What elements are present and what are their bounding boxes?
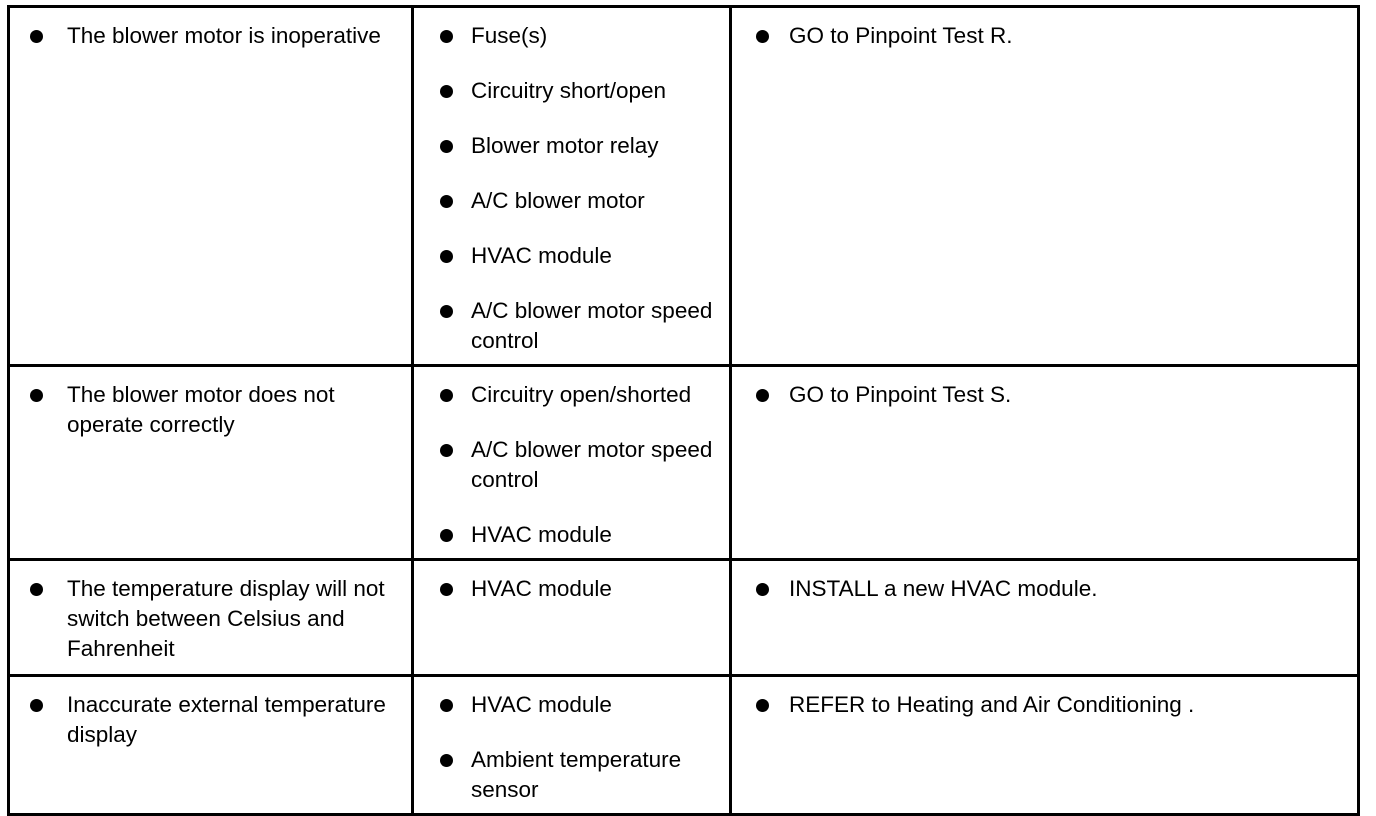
list-item <box>414 186 729 216</box>
action-text: REFER to Heating and Air Conditioning . <box>789 692 1195 717</box>
list-item <box>414 241 729 271</box>
possible-source-cell <box>413 560 731 676</box>
list-item <box>414 76 729 106</box>
possible-source-cell <box>413 366 731 560</box>
possible-source-cell <box>413 7 731 366</box>
bullet-icon <box>440 583 453 596</box>
source-text: HVAC module <box>471 576 612 601</box>
list-item <box>732 574 1357 604</box>
condition-text: The blower motor does not operate correctly <box>67 382 335 437</box>
list-item <box>10 690 411 750</box>
condition-cell <box>9 366 413 560</box>
bullet-icon <box>440 85 453 98</box>
action-cell <box>731 7 1359 366</box>
list-item <box>414 380 729 410</box>
list-item <box>10 380 411 440</box>
list-item <box>414 435 729 495</box>
bullet-icon <box>756 583 769 596</box>
bullet-icon <box>756 389 769 402</box>
condition-cell <box>9 560 413 676</box>
bullet-icon <box>440 305 453 318</box>
list-item <box>732 21 1357 51</box>
bullet-icon <box>756 699 769 712</box>
bullet-icon <box>440 529 453 542</box>
bullet-icon <box>440 754 453 767</box>
list-item <box>414 745 729 805</box>
action-cell <box>731 366 1359 560</box>
bullet-icon <box>30 389 43 402</box>
bullet-icon <box>440 699 453 712</box>
action-text: GO to Pinpoint Test R. <box>789 23 1013 48</box>
list-item <box>414 574 729 604</box>
condition-text: The blower motor is inoperative <box>67 23 381 48</box>
bullet-icon <box>30 583 43 596</box>
condition-text: The temperature display will not switch between Celsius and Fahrenheit <box>67 576 385 661</box>
bullet-icon <box>30 699 43 712</box>
source-text: Fuse(s) <box>471 23 548 48</box>
source-text: Circuitry open/shorted <box>471 382 692 407</box>
condition-text: Inaccurate external temperature display <box>67 692 386 747</box>
list-item <box>732 690 1357 720</box>
action-text: GO to Pinpoint Test S. <box>789 382 1012 407</box>
source-text: A/C blower motor speed control <box>471 298 713 353</box>
bullet-icon <box>440 250 453 263</box>
condition-cell <box>9 7 413 366</box>
bullet-icon <box>440 30 453 43</box>
list-item <box>414 131 729 161</box>
source-text: Blower motor relay <box>471 133 659 158</box>
bullet-icon <box>30 30 43 43</box>
source-text: A/C blower motor speed control <box>471 437 713 492</box>
action-text: INSTALL a new HVAC module. <box>789 576 1098 601</box>
source-text: HVAC module <box>471 692 612 717</box>
table-row <box>9 7 1359 366</box>
list-item <box>10 574 411 664</box>
bullet-icon <box>440 444 453 457</box>
source-text: HVAC module <box>471 522 612 547</box>
list-item <box>414 690 729 720</box>
list-item <box>732 380 1357 410</box>
list-item <box>414 296 729 356</box>
bullet-icon <box>756 30 769 43</box>
list-item <box>414 520 729 550</box>
source-text: Ambient temperature sensor <box>471 747 682 802</box>
table-row <box>9 560 1359 676</box>
symptom-chart-table <box>7 5 1360 816</box>
bullet-icon <box>440 389 453 402</box>
table-row <box>9 366 1359 560</box>
list-item <box>414 21 729 51</box>
action-cell <box>731 560 1359 676</box>
bullet-icon <box>440 195 453 208</box>
bullet-icon <box>440 140 453 153</box>
source-text: HVAC module <box>471 243 612 268</box>
list-item <box>10 21 411 51</box>
source-text: Circuitry short/open <box>471 78 667 103</box>
source-text: A/C blower motor <box>471 188 645 213</box>
